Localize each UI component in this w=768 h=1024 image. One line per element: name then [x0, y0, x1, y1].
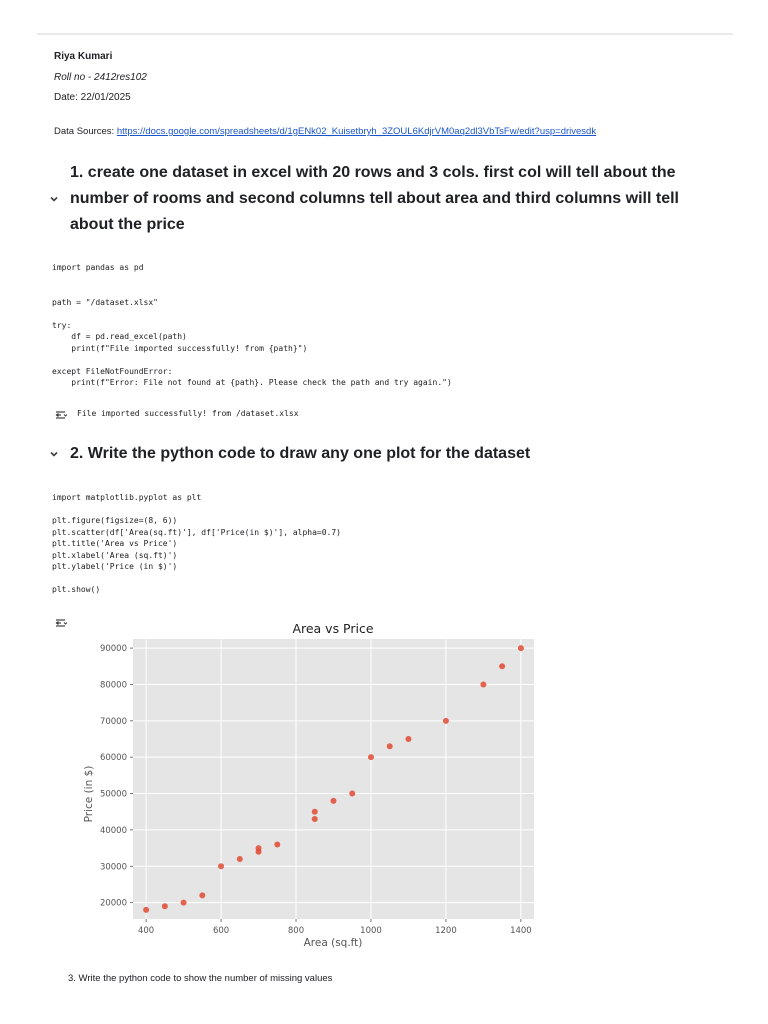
y-tick-label: 60000 [99, 753, 127, 764]
data-sources-label: Data Sources: [54, 126, 117, 137]
y-axis-ticks [100, 644, 133, 909]
x-tick-label: 600 [212, 926, 230, 936]
section-3-text: 3. Write the python code to show the number of missing values [68, 973, 333, 984]
roll-number: Roll no - 2412res102 [54, 72, 147, 83]
y-tick-label: 90000 [99, 644, 127, 655]
x-tick-label: 400 [137, 926, 155, 936]
chevron-down-icon[interactable] [48, 193, 60, 205]
scatter-point [256, 845, 262, 851]
document-top-divider [37, 33, 733, 35]
x-tick-label: 1000 [360, 926, 382, 936]
data-sources-link[interactable]: https://docs.google.com/spreadsheets/d/1gENk02_Kuisetbryh_3ZOUL6KdjrVM0aq2dl3VbTsFw/edit?usp=drivesdk [116, 126, 597, 137]
y-axis-label: Price (in $) [83, 765, 95, 823]
y-tick-label: 40000 [99, 825, 127, 836]
cell-1-output: File imported successfully! from /dataset.xlsx [77, 409, 299, 418]
x-axis-label: Area (sq.ft) [303, 937, 363, 949]
document-date: Date: 22/01/2025 [54, 92, 131, 103]
scatter-point [237, 856, 243, 862]
x-tick-label: 1200 [435, 926, 457, 936]
y-tick-label: 20000 [99, 898, 127, 909]
scatter-point [387, 743, 393, 749]
scatter-point [499, 663, 505, 669]
output-toggle-icon[interactable] [54, 617, 68, 629]
scatter-point [162, 903, 168, 909]
scatter-point [480, 681, 486, 687]
scatter-point [143, 907, 149, 913]
scatter-point [443, 718, 449, 724]
scatter-point [274, 841, 280, 847]
scatter-point [312, 809, 318, 815]
output-toggle-icon[interactable] [54, 409, 68, 421]
x-axis-ticks [138, 919, 532, 936]
section-1-heading: 1. create one dataset in excel with 20 rows and 3 cols. first col will tell about the number of rooms and second columns tell about area and third columns will tell about the price [70, 164, 679, 233]
chevron-down-icon[interactable] [48, 448, 60, 460]
area-vs-price-chart [76, 617, 546, 957]
y-tick-label: 50000 [99, 789, 127, 800]
section-2-heading: 2. Write the python code to draw any one plot for the dataset [70, 445, 531, 462]
scatter-point [518, 645, 524, 651]
y-tick-label: 80000 [99, 680, 127, 691]
data-sources-line [54, 126, 596, 137]
scatter-point [218, 863, 224, 869]
scatter-point [199, 892, 205, 898]
y-tick-label: 70000 [99, 716, 127, 727]
scatter-point [349, 791, 355, 797]
x-tick-label: 800 [287, 926, 305, 936]
x-tick-label: 1400 [510, 926, 532, 936]
scatter-point [331, 798, 337, 804]
chart-title: Area vs Price [292, 621, 374, 636]
scatter-point [181, 900, 187, 906]
code-cell-1[interactable]: import pandas as pd path = "/dataset.xlsx" try: df = pd.read_excel(path) print(f"File imported successfully! from {path}") except FileNotFoundError: print(f"Error: File not found at {path}. Please check the path and try again.") [52, 263, 452, 387]
scatter-point [368, 754, 374, 760]
author-name: Riya Kumari [54, 51, 113, 62]
code-cell-2[interactable]: import matplotlib.pyplot as plt plt.figure(figsize=(8, 6)) plt.scatter(df['Area(sq.ft)'], df['Price(in $)'], alpha=0.7) plt.title('Area vs Price') plt.xlabel('Area (sq.ft)') plt.ylabel('Price (in $)') plt.show() [52, 493, 341, 594]
scatter-point [405, 736, 411, 742]
y-tick-label: 30000 [99, 862, 127, 873]
plot-background [133, 639, 534, 919]
scatter-point [312, 816, 318, 822]
